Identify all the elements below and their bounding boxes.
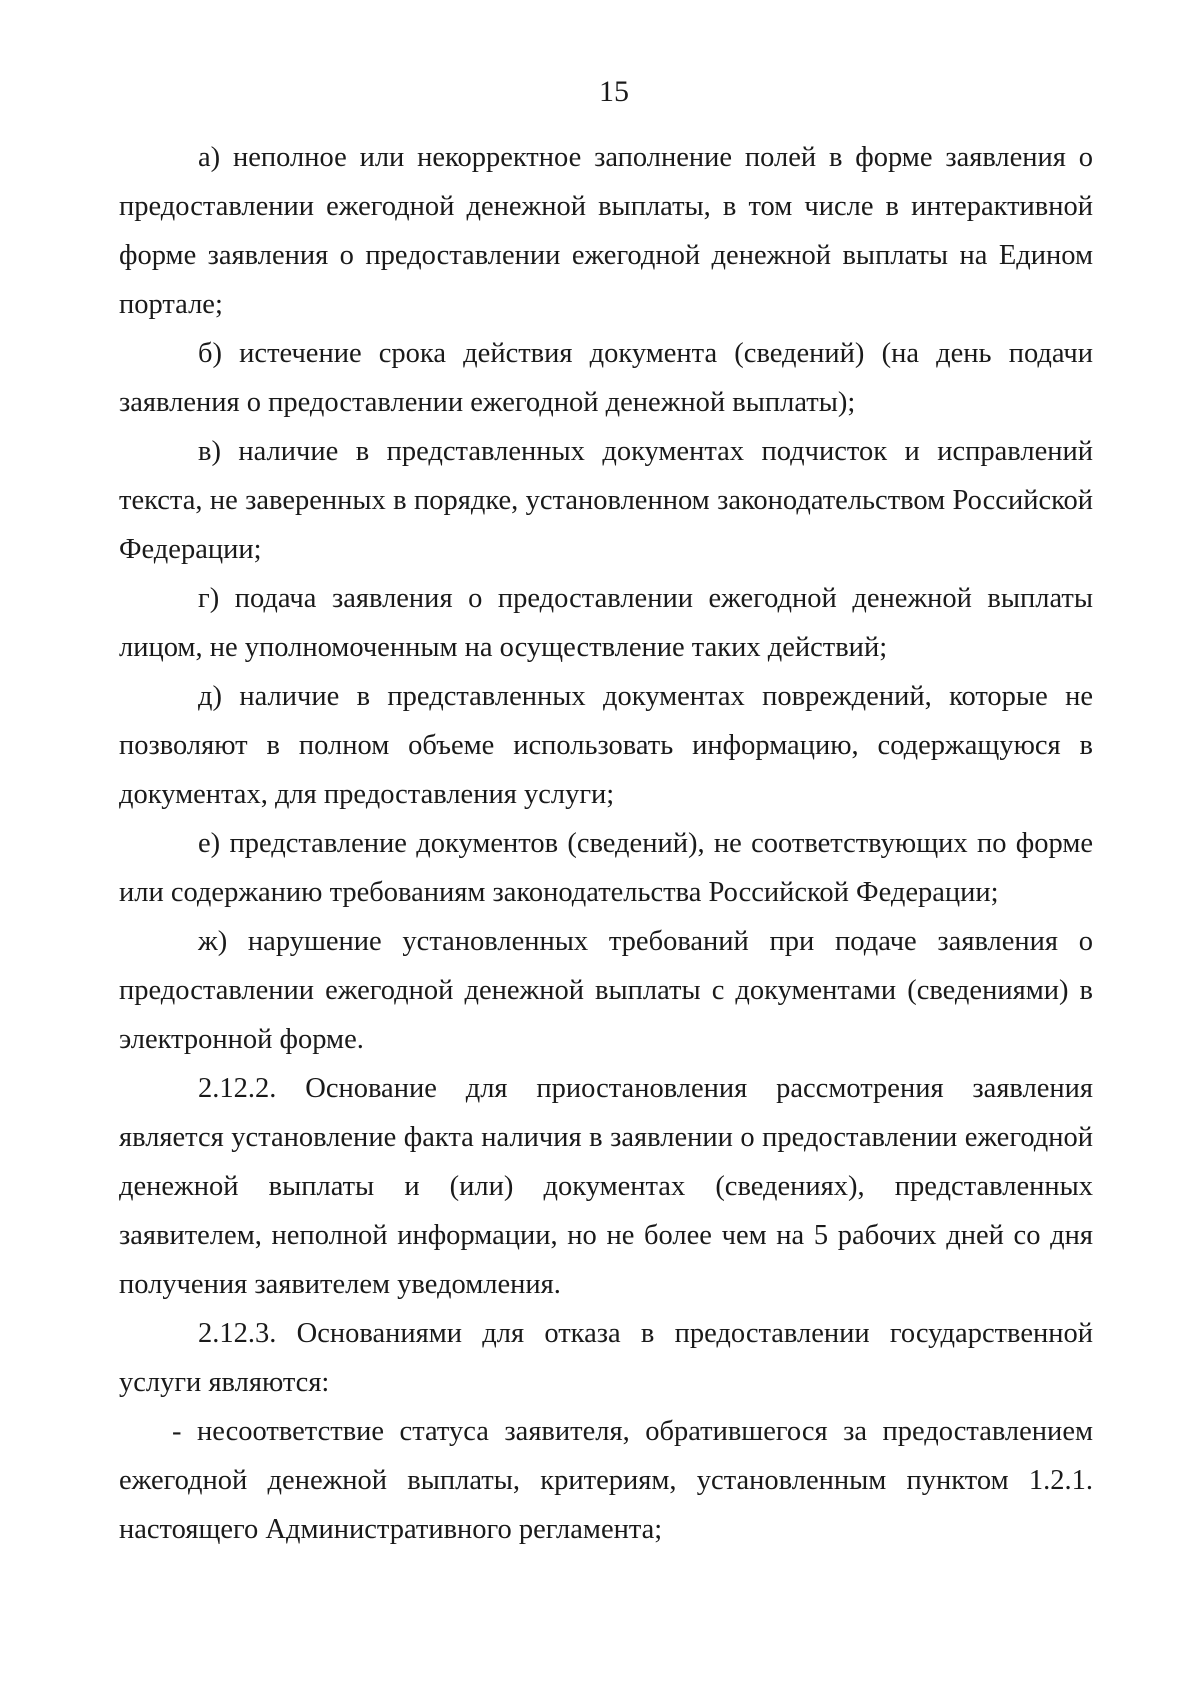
paragraph-2-12-3: 2.12.3. Основаниями для отказа в предоставлении государственной услуги являются:	[119, 1318, 1093, 1398]
paragraph-item-e: е) представление документов (сведений), не соответствующих по форме или содержанию требованиям законодательства Российской Федерации;	[119, 828, 1093, 908]
paragraph-dash-item: - несоответствие статуса заявителя, обратившегося за предоставлением ежегодной денежной выплаты, критериям, установленным пунктом 1.2.1. настоящего Административного регламента;	[119, 1416, 1093, 1545]
paragraph-item-v: в) наличие в представленных документах подчисток и исправлений текста, не заверенных в порядке, установленном законодательством Российской Федерации;	[119, 436, 1093, 565]
document-body	[119, 133, 1093, 1554]
paragraph-2-12-2: 2.12.2. Основание для приостановления рассмотрения заявления является установление факта наличия в заявлении о предоставлении ежегодной денежной выплаты и (или) документах (сведениях), представленных заявителем, неполной информации, но не более чем на 5 рабочих дней со дня получения заявителем уведомления.	[119, 1073, 1093, 1300]
paragraph-item-b: б) истечение срока действия документа (сведений) (на день подачи заявления о предоставлении ежегодной денежной выплаты);	[119, 338, 1093, 418]
paragraph-item-g: г) подача заявления о предоставлении ежегодной денежной выплаты лицом, не уполномоченным на осуществление таких действий;	[119, 583, 1093, 663]
page-number: 15	[599, 75, 629, 108]
paragraph-item-a: а) неполное или некорректное заполнение полей в форме заявления о предоставлении ежегодной денежной выплаты, в том числе в интерактивной форме заявления о предоставлении ежегодной денежной выплаты на Едином портале;	[119, 142, 1093, 320]
paragraph-item-d: д) наличие в представленных документах повреждений, которые не позволяют в полном объеме использовать информацию, содержащуюся в документах, для предоставления услуги;	[119, 681, 1093, 810]
paragraph-item-zh: ж) нарушение установленных требований при подаче заявления о предоставлении ежегодной денежной выплаты с документами (сведениями) в электронной форме.	[119, 926, 1093, 1055]
